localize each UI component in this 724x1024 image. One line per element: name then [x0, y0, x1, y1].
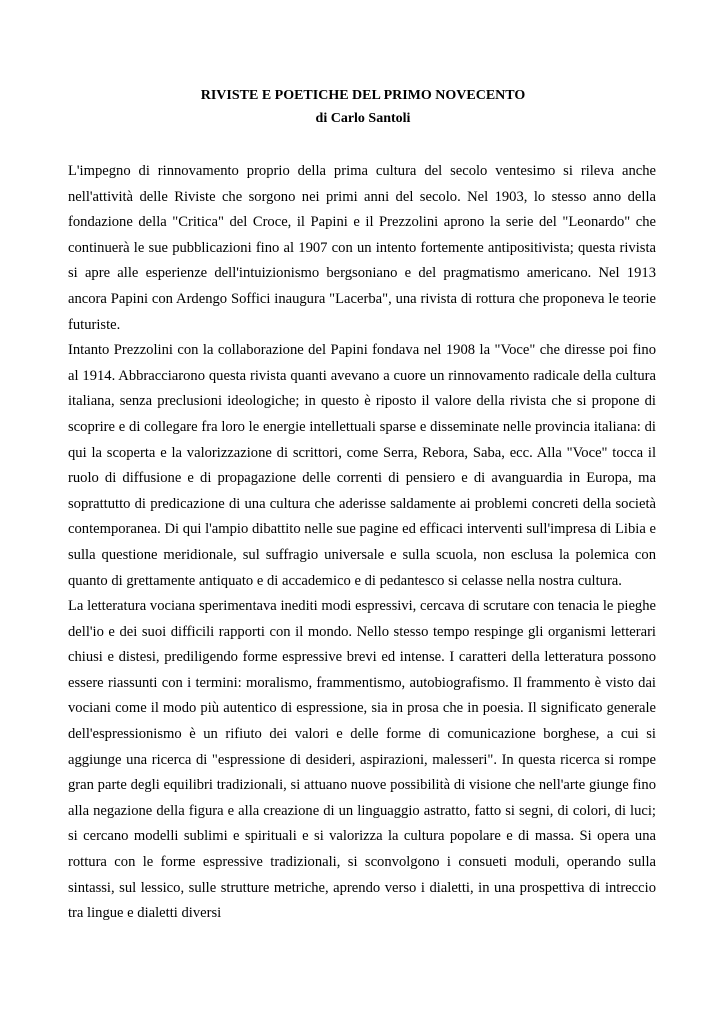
paragraph: Intanto Prezzolini con la collaborazione del Papini fondava nel 1908 la "Voce" che diresse poi fino al 1914. Abbracciarono questa rivista quanti avevano a cuore un rinnovamento radicale della cultura italiana, senza preclusioni ideologiche; in questo è riposto il valore della rivista che si propone di scoprire e di collegare fra loro le energie intellettuali sparse e disseminate nelle provincia italiana: di qui la scoperta e la valorizzazione di scrittori, come Serra, Rebora, Saba, ecc. Alla "Voce" tocca il ruolo di diffusione e di propagazione delle correnti di pensiero e di avanguardia in Europa, ma soprattutto di predicazione di una cultura che aderisse saldamente ai problemi concreti della società contemporanea. Di qui l'ampio dibattito nelle sue pagine ed efficaci interventi sull'impresa di Libia e sulla questione meridionale, sul suffragio universale e sulla scuola, non esclusa la polemica con quanto di grettamente antiquato e di accademico e di pedantesco si celasse nella nostra cultura. — [68, 342, 656, 589]
document-body — [68, 159, 656, 927]
paragraph: L'impegno di rinnovamento proprio della prima cultura del secolo ventesimo si rileva anche nell'attività delle Riviste che sorgono nei primi anni del secolo. Nel 1903, lo stesso anno della fondazione della "Critica" del Croce, il Papini e il Prezzolini aprono la serie del "Leonardo" che continuerà le sue pubblicazioni fino al 1907 con un intento fortemente antipositivista; questa rivista si apre alle esperienze dell'intuizionismo bergsoniano e del pragmatismo americano. Nel 1913 ancora Papini con Ardengo Soffici inaugura "Lacerba", una rivista di rottura che proponeva le teorie futuriste. — [68, 163, 656, 333]
document-header — [0, 86, 724, 129]
document-author: di Carlo Santoli — [315, 111, 411, 126]
document-title: RIVISTE E POETICHE DEL PRIMO NOVECENTO — [200, 88, 526, 103]
paragraph: La letteratura vociana sperimentava inediti modi espressivi, cercava di scrutare con tenacia le pieghe dell'io e dei suoi difficili rapporti con il mondo. Nello stesso tempo respinge gli organismi letterari chiusi e distesi, prediligendo forme espressive brevi ed intense. I caratteri della letteratura possono essere riassunti con i termini: moralismo, frammentismo, autobiografismo. Il frammento è visto dai vociani come il modo più autentico di espressione, sia in prosa che in poesia. Il significato generale dell'espressionismo è un rifiuto dei valori e delle forme di comunicazione borghese, a cui si aggiunge una ricerca di "espressione di desideri, aspirazioni, malesseri". In questa ricerca si rompe gran parte degli equilibri tradizionali, si attuano nuove possibilità di visione che nell'arte giunge fino alla negazione della figura e alla creazione di un linguaggio astratto, fatto si segni, di colori, di luci; si cercano modelli sublimi e spirituali e si valorizza la cultura popolare e di massa. Si opera una rottura con le forme espressive tradizionali, si sconvolgono i consueti moduli, operando sulla sintassi, sul lessico, sulle strutture metriche, aprendo verso i dialetti, in una prospettiva di intreccio tra lingue e dialetti diversi — [68, 598, 656, 922]
